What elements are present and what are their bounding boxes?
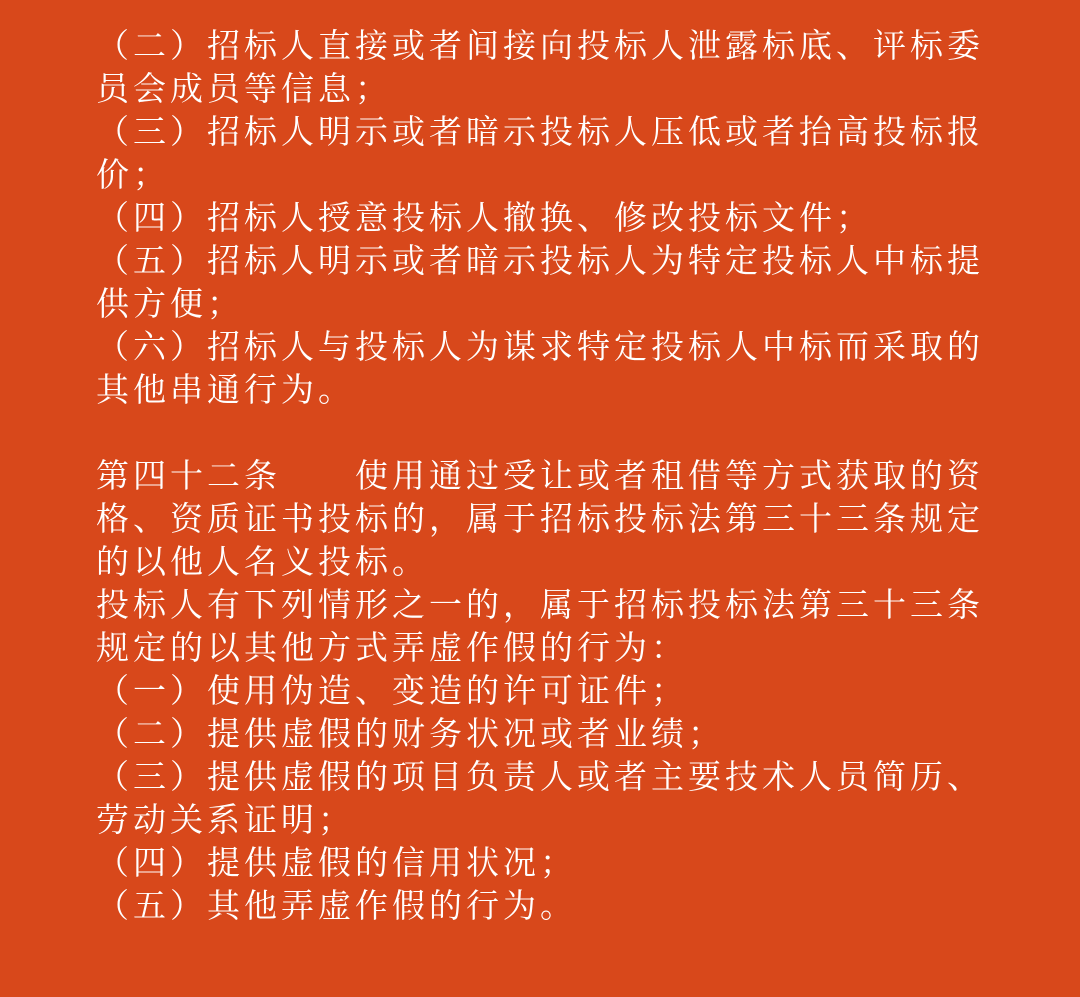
paragraph: 投标人有下列情形之一的，属于招标投标法第三十三条规定的以其他方式弄虚作假的行为： <box>96 586 984 666</box>
paragraph: （四）招标人授意投标人撤换、修改投标文件； <box>96 199 873 236</box>
clause-42-block <box>96 454 984 927</box>
paragraph: （三）提供虚假的项目负责人或者主要技术人员简历、劳动关系证明； <box>96 758 984 838</box>
paragraph: （二）招标人直接或者间接向投标人泄露标底、评标委员会成员等信息； <box>96 27 984 107</box>
paragraph: （五）招标人明示或者暗示投标人为特定投标人中标提供方便； <box>96 242 984 322</box>
paragraph: （六）招标人与投标人为谋求特定投标人中标而采取的其他串通行为。 <box>96 328 984 408</box>
clause-41-items-block <box>96 24 984 411</box>
paragraph: （四）提供虚假的信用状况； <box>96 844 577 881</box>
paragraph: （二）提供虚假的财务状况或者业绩； <box>96 715 725 752</box>
article-heading-paragraph: 第四十二条 使用通过受让或者租借等方式获取的资格、资质证书投标的，属于招标投标法第三十三条规定的以他人名义投标。 <box>96 457 984 580</box>
paragraph: （五）其他弄虚作假的行为。 <box>96 887 577 924</box>
paragraph: （三）招标人明示或者暗示投标人压低或者抬高投标报价； <box>96 113 984 193</box>
paragraph: （一）使用伪造、变造的许可证件； <box>96 672 688 709</box>
paragraph-spacer <box>96 411 984 454</box>
